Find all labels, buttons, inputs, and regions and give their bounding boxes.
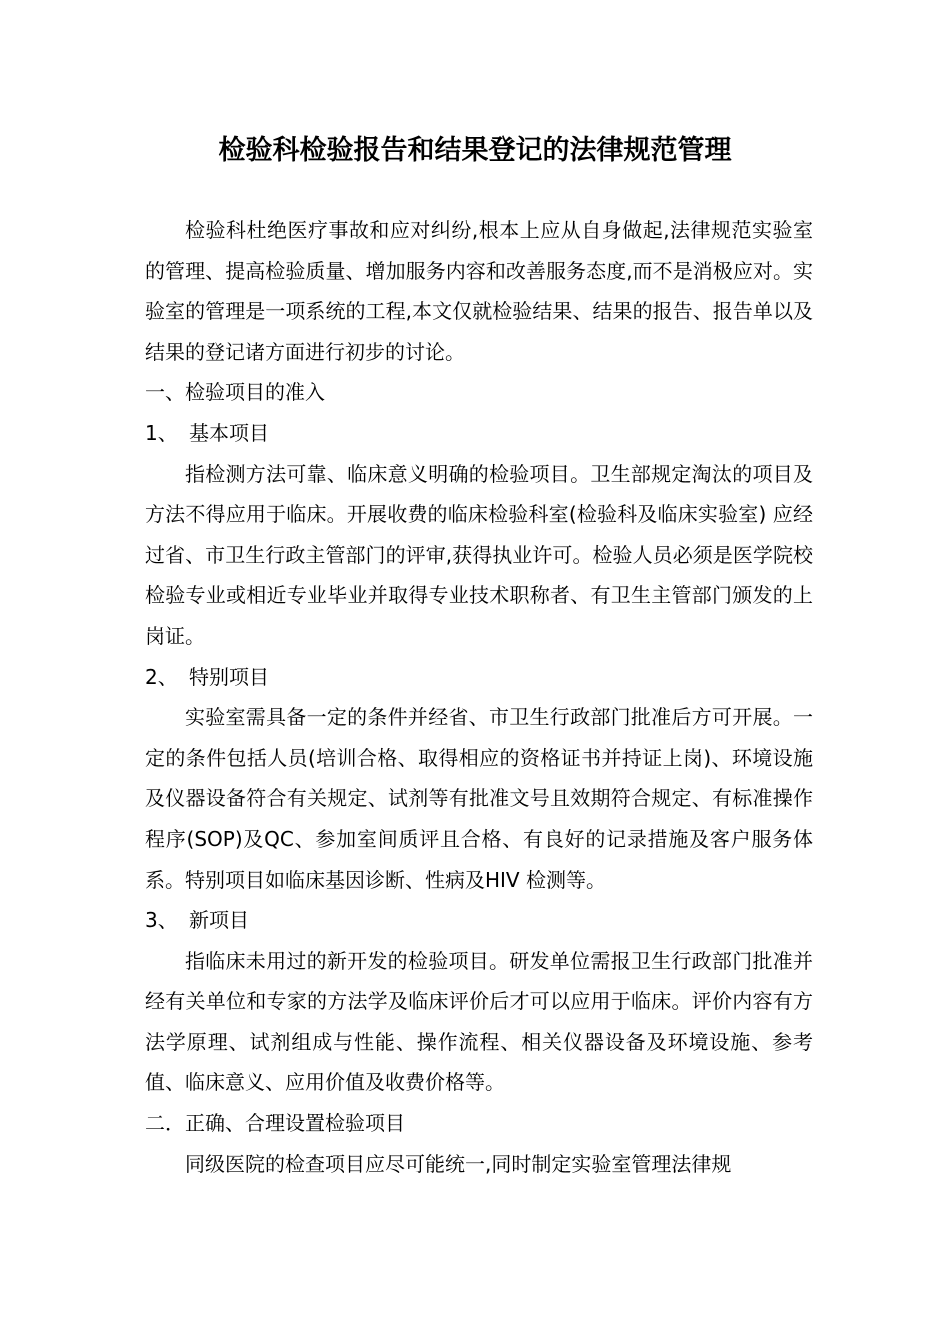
- special-items-paragraph: 实验室需具备一定的条件并经省、市卫生行政部门批准后方可开展。一定的条件包括人员(培训合格、取得相应的资格证书并持证上岗)、环境设施及仪器设备符合有关规定、试剂等有批准文号且效期符合规定、有标准操作程序(SOP)及QC、参加室间质评且合格、有良好的记录措施及客户服务体系。特别项目如临床基因诊断、性病及HIV 检测等。: [145, 705, 813, 892]
- subsection-heading-special: [145, 657, 813, 698]
- subsection-title: 特别项目: [189, 664, 269, 689]
- subsection-title: 基本项目: [189, 420, 269, 445]
- subsection-number: 2、: [145, 664, 178, 689]
- subsection-number: 1、: [145, 420, 178, 445]
- subsection-heading-new: [145, 900, 813, 941]
- section-heading-1: 一、检验项目的准入: [145, 380, 325, 405]
- intro-paragraph: 检验科杜绝医疗事故和应对纠纷,根本上应从自身做起,法律规范实验室的管理、提高检验质量、增加服务内容和改善服务态度,而不是消极应对。实验室的管理是一项系统的工程,本文仅就检验结果、结果的报告、报告单以及结果的登记诸方面进行初步的讨论。: [145, 218, 813, 364]
- subsection-heading-basic: [145, 413, 813, 454]
- subsection-number: 3、: [145, 908, 178, 933]
- document-title: 检验科检验报告和结果登记的法律规范管理: [218, 135, 732, 166]
- section-heading-2: 二．正确、合理设置检验项目: [145, 1111, 405, 1136]
- section-2-paragraph: 同级医院的检查项目应尽可能统一,同时制定实验室管理法律规: [185, 1151, 732, 1176]
- new-items-paragraph: 指临床未用过的新开发的检验项目。研发单位需报卫生行政部门批准并经有关单位和专家的方法学及临床评价后才可以应用于临床。评价内容有方法学原理、试剂组成与性能、操作流程、相关仪器设备及环境设施、参考值、临床意义、应用价值及收费价格等。: [145, 948, 813, 1095]
- document-body: [145, 210, 813, 1184]
- basic-items-paragraph: 指检测方法可靠、临床意义明确的检验项目。卫生部规定淘汰的项目及方法不得应用于临床。开展收费的临床检验科室(检验科及临床实验室) 应经过省、市卫生行政主管部门的评审,获得执业许可。检验人员必须是医学院校检验专业或相近专业毕业并取得专业技术职称者、有卫生主管部门颁发的上岗证。: [145, 461, 813, 648]
- subsection-title: 新项目: [189, 908, 249, 933]
